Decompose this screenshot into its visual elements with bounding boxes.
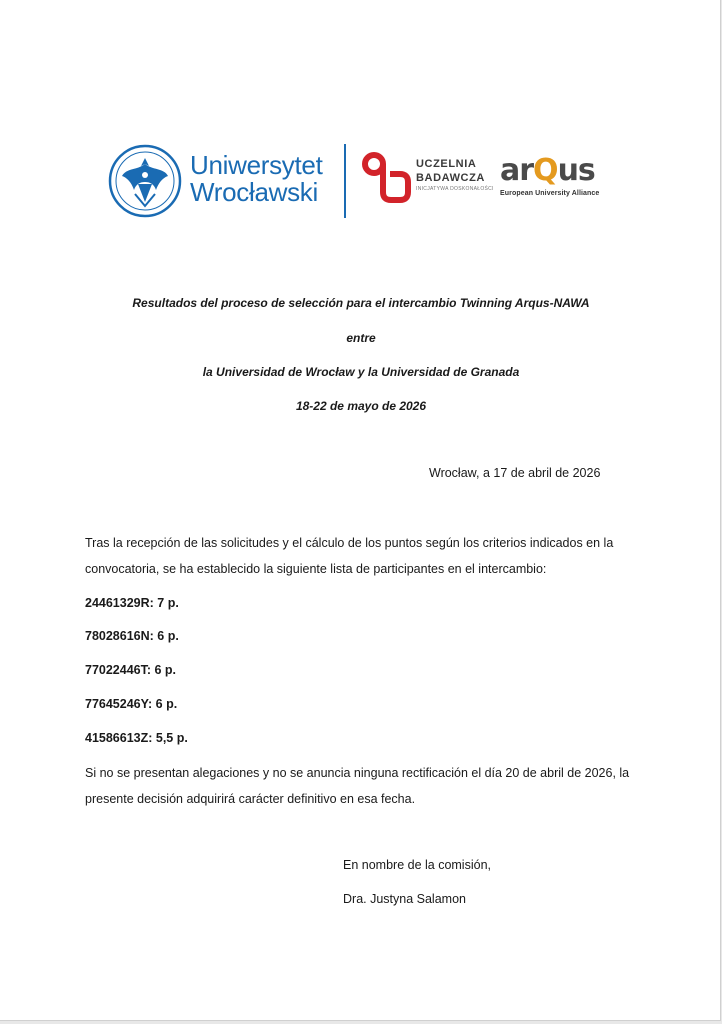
university-name-line1: Uniwersytet — [190, 150, 323, 180]
title-line-3: la Universidad de Wrocław y la Universidad de Granada — [202, 365, 520, 379]
arqus-q: Q — [533, 153, 558, 188]
closing-paragraph: Si no se presentan alegaciones y no se anuncia ninguna rectificación el día 20 de abril de 2026, la presente decisión adquirirá carácter definitivo en esa fecha. — [85, 766, 630, 806]
intro-paragraph: Tras la recepción de las solicitudes y el cálculo de los puntos según los criterios indicados en la convocatoria, se ha establecido la siguiente lista de participantes en el intercambio: — [85, 536, 614, 576]
title-line-4: 18-22 de mayo de 2026 — [295, 399, 427, 413]
ub-line1: UCZELNIA — [416, 158, 477, 170]
title-line-2: entre — [346, 331, 376, 345]
ub-line3: INICJATYWA DOSKONAŁOŚCI — [416, 186, 494, 192]
ub-line2: BADAWCZA — [416, 172, 485, 184]
participant-entry: 41586613Z: 5,5 p. — [85, 731, 188, 745]
signature-line-1: En nombre de la comisión, — [343, 858, 491, 872]
arqus-suffix: us — [557, 153, 595, 188]
participant-entry: 78028616N: 6 p. — [85, 629, 179, 643]
title-line-1: Resultados del proceso de selección para el intercambio Twinning Arqus-NAWA — [132, 296, 590, 310]
logo-divider — [344, 144, 346, 218]
place-date: Wrocław, a 17 de abril de 2026 — [429, 466, 601, 480]
university-name-line2: Wrocławski — [190, 177, 318, 207]
university-wordmark — [190, 152, 323, 206]
arqus-tagline: European University Alliance — [500, 190, 600, 197]
arqus-wordmark — [500, 153, 599, 188]
participant-entry: 24461329R: 7 p. — [85, 596, 179, 610]
research-university-wordmark — [416, 157, 494, 193]
participant-entry: 77022446T: 6 p. — [85, 663, 177, 677]
arqus-prefix: ar — [500, 153, 534, 188]
research-university-mark-icon — [362, 152, 412, 204]
signature-name: Dra. Justyna Salamon — [343, 892, 466, 906]
arqus-logo — [500, 153, 600, 197]
university-seal-icon — [108, 144, 182, 218]
participant-entry: 77645246Y: 6 p. — [85, 697, 178, 711]
header-logos — [108, 140, 618, 224]
